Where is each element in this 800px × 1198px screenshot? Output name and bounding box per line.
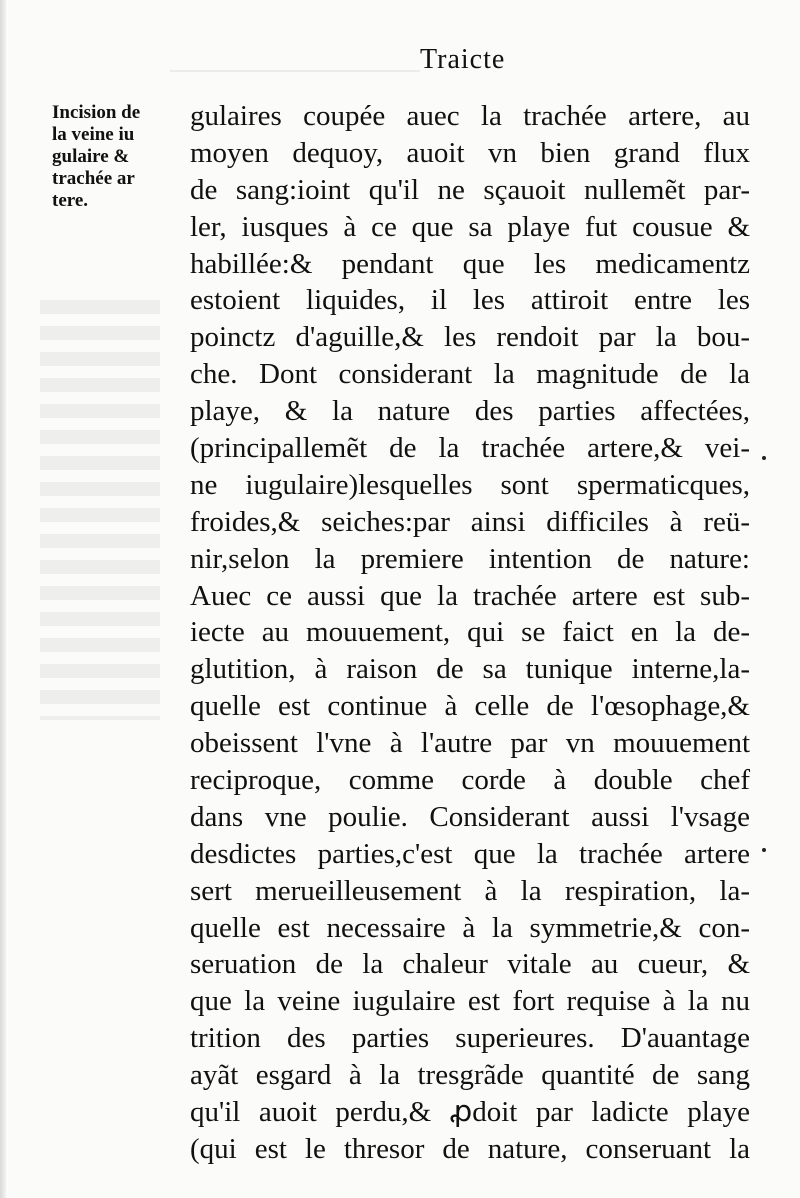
text-line: froides,& seiches:par ainsi difficiles à reü- (190, 505, 750, 538)
text-line: ler, iusques à ce que sa playe fut cousue & (190, 210, 750, 243)
margin-note (52, 102, 182, 212)
text-line: quelle est necessaire à la symmetrie,& con- (190, 911, 750, 944)
text-line: gulaires coupée auec la trachée artere, au (190, 100, 750, 132)
text-line: estoient liquides, il les attiroit entre les (190, 284, 750, 317)
margin-note-line: Incision de (52, 102, 141, 123)
running-title: Traicte (420, 44, 506, 75)
text-line: playe, & la nature des parties affectées, (190, 395, 750, 428)
text-line: reciproque, comme corde à double chef (190, 764, 750, 797)
text-line: poinctz d'aguille,& les rendoit par la bou- (190, 321, 750, 354)
text-line: iecte au mouuement, qui se faict en la de- (190, 616, 750, 649)
page-header (0, 40, 800, 80)
text-line: ne iugulaire)lesquelles sont spermaticques, (190, 468, 750, 501)
text-line: (qui est le thresor de nature, conseruant la (190, 1132, 750, 1165)
ink-speck (762, 456, 766, 460)
page-edge-shadow (0, 0, 6, 1198)
text-line: habillée:& pendant que les medicamentz (190, 247, 750, 280)
text-line: qu'il auoit perdu,& ꝓdoit par ladicte playe (190, 1096, 750, 1129)
text-line: moyen dequoy, auoit vn bien grand flux (190, 136, 750, 169)
text-line: che. Dont considerant la magnitude de la (190, 358, 750, 391)
text-line: quelle est continue à celle de l'œsophage,& (190, 690, 750, 723)
text-line: ayãt esgard à la tresgrãde quantité de sang (190, 1059, 750, 1092)
ink-speck (762, 848, 766, 852)
margin-note-line: la veine iu (52, 124, 135, 145)
text-line: de sang:ioint qu'il ne sçauoit nullemẽt par- (190, 173, 750, 206)
text-line: seruation de la chaleur vitale au cueur, & (190, 948, 750, 981)
text-line: desdictes parties,c'est que la trachée artere (190, 837, 750, 870)
text-line: Auec ce aussi que la trachée artere est sub- (190, 579, 750, 612)
body-text (190, 98, 750, 1168)
text-line: trition des parties superieures. D'auantage (190, 1022, 750, 1055)
text-line: obeissent l'vne à l'autre par vn mouuement (190, 727, 750, 760)
text-line: dans vne poulie. Considerant aussi l'vsage (190, 800, 750, 833)
text-line: sert merueilleusement à la respiration, la- (190, 874, 750, 907)
text-line: que la veine iugulaire est fort requise à la nu (190, 985, 750, 1018)
margin-note-line: gulaire & (52, 146, 130, 167)
margin-note-line: trachée ar (52, 168, 135, 189)
text-line: (principallemẽt de la trachée artere,& vei- (190, 432, 750, 465)
text-line: glutition, à raison de sa tunique interne,la- (190, 653, 750, 686)
text-line: nir,selon la premiere intention de nature: (190, 542, 750, 575)
margin-note-line: tere. (52, 190, 89, 211)
